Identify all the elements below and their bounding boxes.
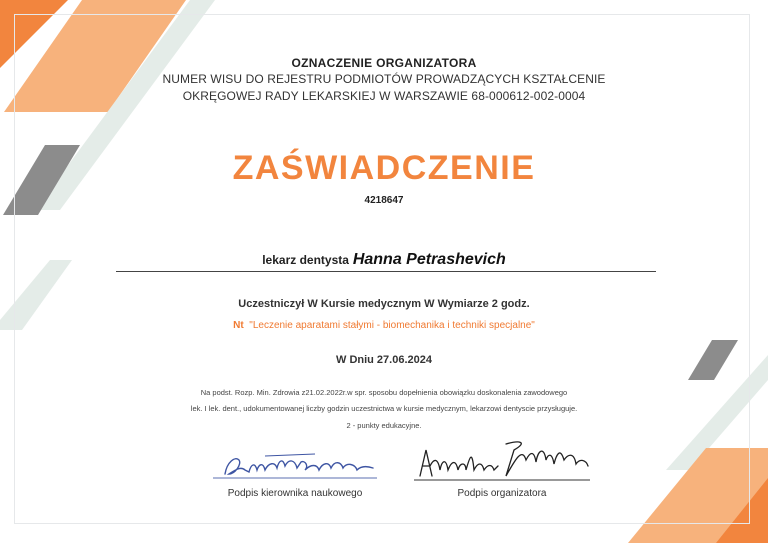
right-signature xyxy=(410,436,600,484)
organizer-line-1: NUMER WISU DO REJESTRU PODMIOTÓW PROWADZĄCYCH KSZTAŁCENIE xyxy=(162,72,606,86)
course-topic-prefix: Nt xyxy=(233,320,244,331)
certificate-title: ZAŚWIADCZENIE xyxy=(232,149,536,187)
certificate-number: 4218647 xyxy=(364,195,404,206)
legal-line-3: 2 - punkty edukacyjne. xyxy=(346,421,422,430)
course-date: W Dniu 27.06.2024 xyxy=(336,354,432,366)
recipient-name: Hanna Petrashevich xyxy=(352,251,506,268)
course-topic-line xyxy=(0,320,768,331)
recipient-underline xyxy=(116,271,656,272)
course-participation: Uczestniczył W Kursie medycznym W Wymiarze 2 godz. xyxy=(238,298,530,310)
signature-label-scientific-director: Podpis kierownika naukowego xyxy=(227,488,363,499)
organizer-heading: OZNACZENIE ORGANIZATORA xyxy=(291,56,477,70)
legal-line-2: lek. I lek. dent., udokumentowanej liczby godzin uczestnictwa w kursie medycznym, lekarzowi dentyscie przysługuje. xyxy=(190,404,578,413)
organizer-line-2: OKRĘGOWEJ RADY LEKARSKIEJ W WARSZAWIE 68-000612-002-0004 xyxy=(182,89,586,103)
recipient-role: lekarz dentysta xyxy=(262,253,349,267)
course-topic: "Leczenie aparatami stałymi - biomechanika i techniki specjalne" xyxy=(249,320,535,331)
legal-line-1: Na podst. Rozp. Min. Zdrowia z21.02.2022r.w spr. sposobu dopełnienia obowiązku doskonalenia zawodowego xyxy=(200,388,568,397)
signature-label-organizer: Podpis organizatora xyxy=(457,488,547,499)
left-signature xyxy=(205,448,395,484)
recipient-line xyxy=(0,251,768,269)
